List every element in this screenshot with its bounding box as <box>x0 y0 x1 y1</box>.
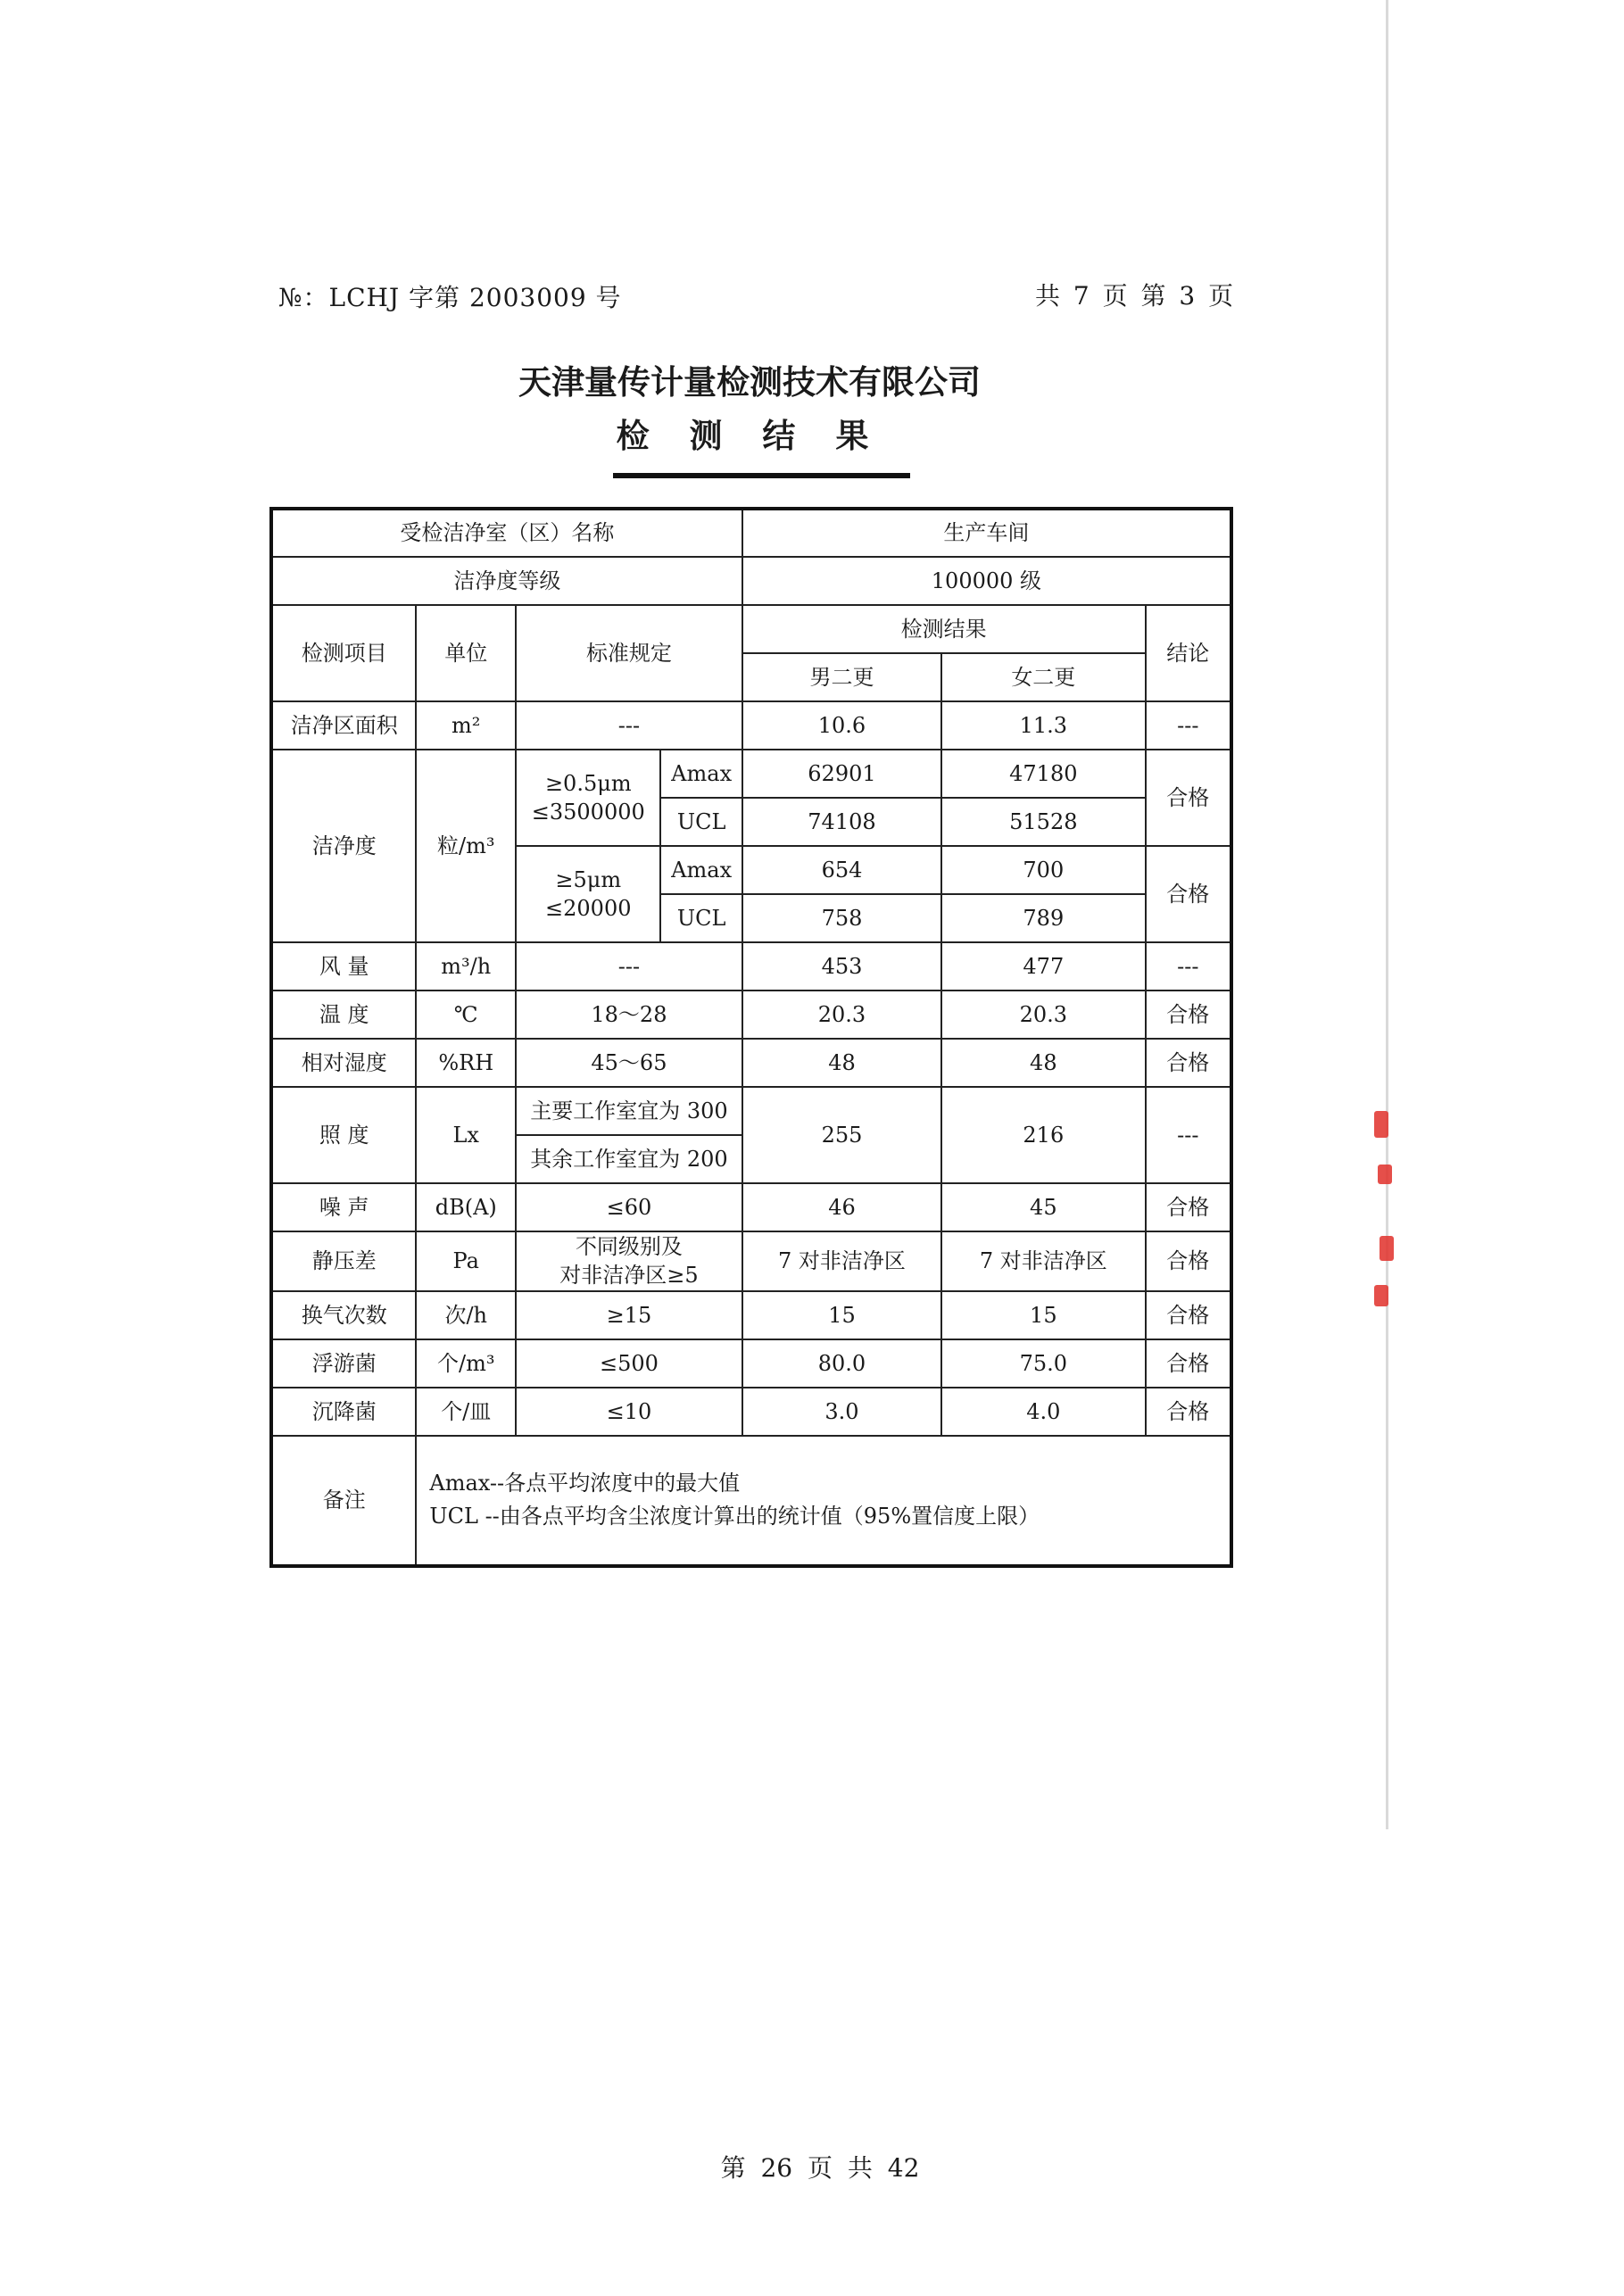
row-item: 沉降菌 <box>271 1388 416 1436</box>
row-unit: Pa <box>416 1231 516 1291</box>
row-unit: 个/m³ <box>416 1339 516 1388</box>
row-unit: m³/h <box>416 942 516 991</box>
title-underline <box>613 473 910 478</box>
row-conclusion: 合格 <box>1146 1291 1231 1339</box>
row-standard: ≤500 <box>516 1339 742 1388</box>
notes-line: UCL --由各点平均含尘浓度计算出的统计值（95%置信度上限） <box>429 1504 1040 1529</box>
row-result-2: 216 <box>941 1087 1145 1183</box>
notes-label: 备注 <box>271 1436 416 1566</box>
company-name: 天津量传计量检测技术有限公司 <box>518 362 981 402</box>
row-result-1: 80.0 <box>742 1339 941 1388</box>
row-standard: ≥15 <box>516 1291 742 1339</box>
notes-row <box>271 1436 1231 1566</box>
table-row <box>271 942 1231 991</box>
row-conclusion: 合格 <box>1146 1339 1231 1388</box>
row-unit: 粒/m³ <box>416 750 516 942</box>
row-result-1: 255 <box>742 1087 941 1183</box>
row-result-2: 45 <box>941 1183 1145 1231</box>
col-results: 检测结果 <box>742 605 1146 653</box>
row-result-2: 477 <box>941 942 1145 991</box>
row-item: 换气次数 <box>271 1291 416 1339</box>
row-result-1: 15 <box>742 1291 941 1339</box>
row-result-1: 62901 <box>742 750 941 798</box>
row-result-1: 20.3 <box>742 991 941 1039</box>
row-standard: 其余工作室宜为 200 <box>516 1135 742 1183</box>
table-row <box>271 1087 1231 1135</box>
row-conclusion: --- <box>1146 942 1231 991</box>
notes-line: Amax--各点平均浓度中的最大值 <box>429 1471 741 1496</box>
row-item: 噪 声 <box>271 1183 416 1231</box>
row-conclusion: 合格 <box>1146 1183 1231 1231</box>
report-number: №：LCHJ 字第 2003009 号 <box>278 283 622 312</box>
row-conclusion: 合格 <box>1146 750 1231 846</box>
row-unit: Lx <box>416 1087 516 1183</box>
page-info: 共 7 页 第 3 页 <box>1035 281 1234 311</box>
col-room1: 男二更 <box>742 653 941 701</box>
row-result-1: 7 对非洁净区 <box>742 1231 941 1291</box>
row-result-1: 453 <box>742 942 941 991</box>
table-row <box>271 991 1231 1039</box>
row-unit: dB(A) <box>416 1183 516 1231</box>
seal-fragment-icon <box>1378 1165 1392 1184</box>
stat-label: UCL <box>660 894 742 942</box>
row-conclusion: 合格 <box>1146 1231 1231 1291</box>
row-result-2: 20.3 <box>941 991 1145 1039</box>
table-row <box>271 557 1231 605</box>
row-result-1: 46 <box>742 1183 941 1231</box>
row-result-2: 47180 <box>941 750 1145 798</box>
row-conclusion: 合格 <box>1146 1388 1231 1436</box>
row-item: 浮游菌 <box>271 1339 416 1388</box>
row-result-2: 4.0 <box>941 1388 1145 1436</box>
row-standard: 主要工作室宜为 300 <box>516 1087 742 1135</box>
row-unit: 个/皿 <box>416 1388 516 1436</box>
row-result-2: 11.3 <box>941 701 1145 750</box>
table-row <box>271 509 1231 557</box>
row-conclusion: --- <box>1146 1087 1231 1183</box>
row-result-2: 700 <box>941 846 1145 894</box>
row-standard: ≤10 <box>516 1388 742 1436</box>
col-standard: 标准规定 <box>516 605 742 701</box>
row-result-2: 75.0 <box>941 1339 1145 1388</box>
table-row <box>271 1388 1231 1436</box>
row-conclusion: --- <box>1146 701 1231 750</box>
seal-fragment-icon <box>1374 1111 1388 1138</box>
row-unit: %RH <box>416 1039 516 1087</box>
row-standard: ≥0.5μm ≤3500000 <box>516 750 660 846</box>
stat-label: Amax <box>660 750 742 798</box>
page-counter: 第 26 页 共 42 <box>720 2153 920 2183</box>
room-name-value: 生产车间 <box>742 509 1231 557</box>
grade-value: 100000 级 <box>742 557 1231 605</box>
seal-fragment-icon <box>1374 1285 1388 1306</box>
row-item: 照 度 <box>271 1087 416 1183</box>
row-standard: 不同级别及 对非洁净区≥5 <box>516 1231 742 1291</box>
row-item: 温 度 <box>271 991 416 1039</box>
table-row <box>271 1231 1231 1291</box>
scan-edge <box>1386 0 1388 1829</box>
row-standard: --- <box>516 701 742 750</box>
row-unit: 次/h <box>416 1291 516 1339</box>
row-unit: ℃ <box>416 991 516 1039</box>
table-header-row <box>271 605 1231 653</box>
table-row <box>271 1183 1231 1231</box>
row-item: 静压差 <box>271 1231 416 1291</box>
col-item: 检测项目 <box>271 605 416 701</box>
row-standard: --- <box>516 942 742 991</box>
col-room2: 女二更 <box>941 653 1145 701</box>
row-standard: 18～28 <box>516 991 742 1039</box>
row-conclusion: 合格 <box>1146 991 1231 1039</box>
row-conclusion: 合格 <box>1146 1039 1231 1087</box>
table-row <box>271 1291 1231 1339</box>
results-table <box>269 507 1233 1568</box>
row-standard: ≤60 <box>516 1183 742 1231</box>
row-result-1: 48 <box>742 1039 941 1087</box>
table-row <box>271 701 1231 750</box>
col-unit: 单位 <box>416 605 516 701</box>
col-conclusion: 结论 <box>1146 605 1231 701</box>
table-row <box>271 1339 1231 1388</box>
page-title: 检 测 结 果 <box>616 416 883 455</box>
row-unit: m² <box>416 701 516 750</box>
grade-label: 洁净度等级 <box>271 557 742 605</box>
row-result-2: 7 对非洁净区 <box>941 1231 1145 1291</box>
row-item: 风 量 <box>271 942 416 991</box>
table-row <box>271 750 1231 798</box>
row-item: 洁净度 <box>271 750 416 942</box>
row-standard: 45～65 <box>516 1039 742 1087</box>
notes-text <box>416 1436 1231 1566</box>
row-result-1: 3.0 <box>742 1388 941 1436</box>
row-conclusion: 合格 <box>1146 846 1231 942</box>
row-item: 洁净区面积 <box>271 701 416 750</box>
row-standard: ≥5μm ≤20000 <box>516 846 660 942</box>
table-row <box>271 1039 1231 1087</box>
row-result-2: 48 <box>941 1039 1145 1087</box>
row-result-1: 74108 <box>742 798 941 846</box>
stat-label: UCL <box>660 798 742 846</box>
stat-label: Amax <box>660 846 742 894</box>
row-result-1: 10.6 <box>742 701 941 750</box>
seal-fragment-icon <box>1380 1236 1394 1261</box>
row-item: 相对湿度 <box>271 1039 416 1087</box>
room-name-label: 受检洁净室（区）名称 <box>271 509 742 557</box>
row-result-2: 789 <box>941 894 1145 942</box>
row-result-2: 15 <box>941 1291 1145 1339</box>
row-result-2: 51528 <box>941 798 1145 846</box>
row-result-1: 758 <box>742 894 941 942</box>
row-result-1: 654 <box>742 846 941 894</box>
